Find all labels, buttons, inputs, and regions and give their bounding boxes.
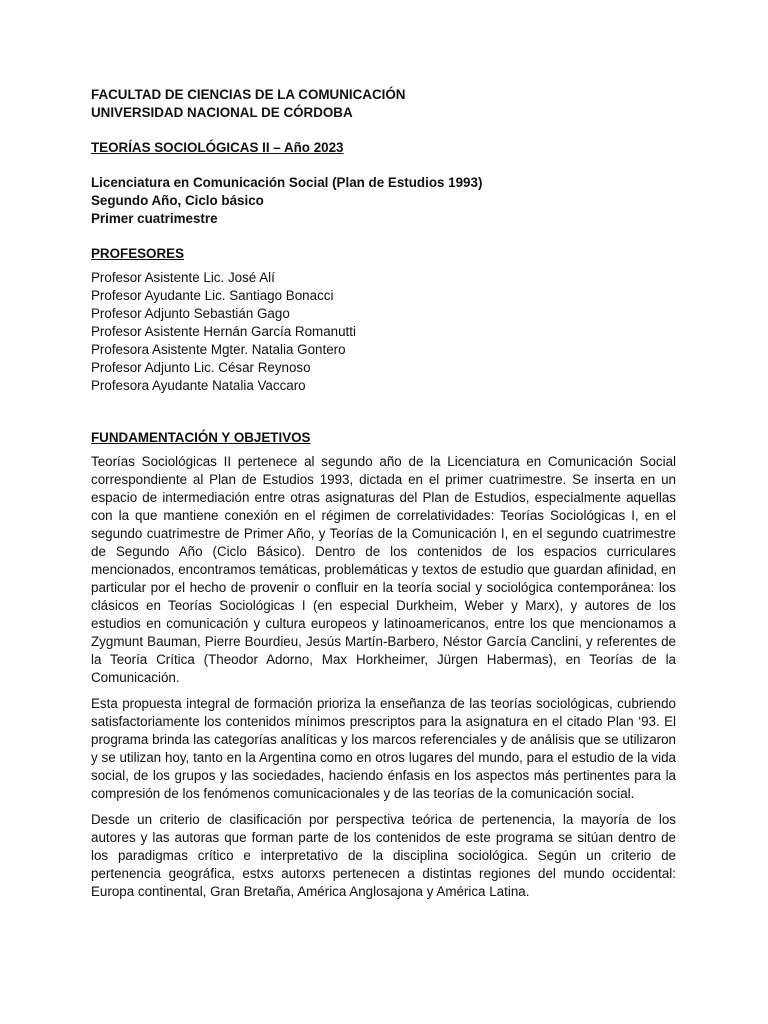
paragraph: Desde un criterio de clasificación por perspectiva teórica de pertenencia, la mayoría de los autores y las autoras que forman parte de los contenidos de este programa se sitúan dentro de los paradigmas crítico e interpretativo de la disciplina sociológica. Según un criterio de pertenencia geográfica, estxs autorxs pertenecen a distintas regiones del mundo occidental: Europa continental, Gran Bretaña, América Anglosajona y América Latina. (91, 812, 676, 899)
list-item: Profesor Asistente Lic. José Alí (91, 270, 275, 285)
program-info (91, 174, 676, 228)
faculty-header (91, 86, 676, 122)
professors-list (91, 269, 676, 395)
list-item: Profesora Asistente Mgter. Natalia Gontero (91, 342, 346, 357)
list-item: Profesor Adjunto Sebastián Gago (91, 306, 290, 321)
fundamentacion-heading: FUNDAMENTACIÓN Y OBJETIVOS (91, 430, 311, 445)
fundamentacion-body (91, 453, 676, 901)
semester: Primer cuatrimestre (91, 211, 218, 226)
professors-heading: PROFESORES (91, 246, 185, 261)
list-item: Profesora Ayudante Natalia Vaccaro (91, 378, 306, 393)
year-cycle: Segundo Año, Ciclo básico (91, 193, 264, 208)
paragraph: Teorías Sociológicas II pertenece al segundo año de la Licenciatura en Comunicación Social correspondiente al Plan de Estudios 1993, dictada en el primer cuatrimestre. Se inserta en un espacio de intermediación entre otras asignaturas del Plan de Estudios, especialmente aquellas con la que mantiene conexión en el régimen de correlatividades: Teorías Sociológicas I, en el segundo cuatrimestre de Primer Año, y Teorías de la Comunicación I, en el segundo cuatrimestre de Segundo Año (Ciclo Básico). Dentro de los contenidos de los espacios curriculares mencionados, encontramos temáticas, problemáticas y textos de estudio que guardan afinidad, en particular por el hecho de provenir o confluir en la teoría social y sociológica contemporánea: los clásicos en Teorías Sociológicas I (en especial Durkheim, Weber y Marx), y autores de los estudios en comunicación y cultura europeos y latinoamericanos, entre los que mencionamos a Zygmunt Bauman, Pierre Bourdieu, Jesús Martín-Barbero, Néstor García Canclini, y referentes de la Teoría Crítica (Theodor Adorno, Max Horkheimer, Jürgen Habermas), en Teorías de la Comunicación. (91, 454, 676, 685)
degree-plan: Licenciatura en Comunicación Social (Plan de Estudios 1993) (91, 175, 483, 190)
course-title: TEORÍAS SOCIOLÓGICAS II – Año 2023 (91, 140, 344, 155)
paragraph: Esta propuesta integral de formación prioriza la enseñanza de las teorías sociológicas, cubriendo satisfactoriamente los contenidos mínimos prescriptos para la asignatura en el citado Plan ‘93. El programa brinda las categorías analíticas y los marcos referenciales y de análisis que se utilizaron y se utilizan hoy, tanto en la Argentina como en otros lugares del mundo, para el estudio de la vida social, de los grupos y las sociedades, haciendo énfasis en los aspectos más pertinentes para la compresión de los fenómenos comunicacionales y de las teorías de la comunicación social. (91, 696, 676, 801)
faculty-name: FACULTAD DE CIENCIAS DE LA COMUNICACIÓN (91, 87, 406, 102)
list-item: Profesor Ayudante Lic. Santiago Bonacci (91, 288, 334, 303)
list-item: Profesor Adjunto Lic. César Reynoso (91, 360, 311, 375)
university-name: UNIVERSIDAD NACIONAL DE CÓRDOBA (91, 105, 353, 120)
list-item: Profesor Asistente Hernán García Romanutti (91, 324, 356, 339)
